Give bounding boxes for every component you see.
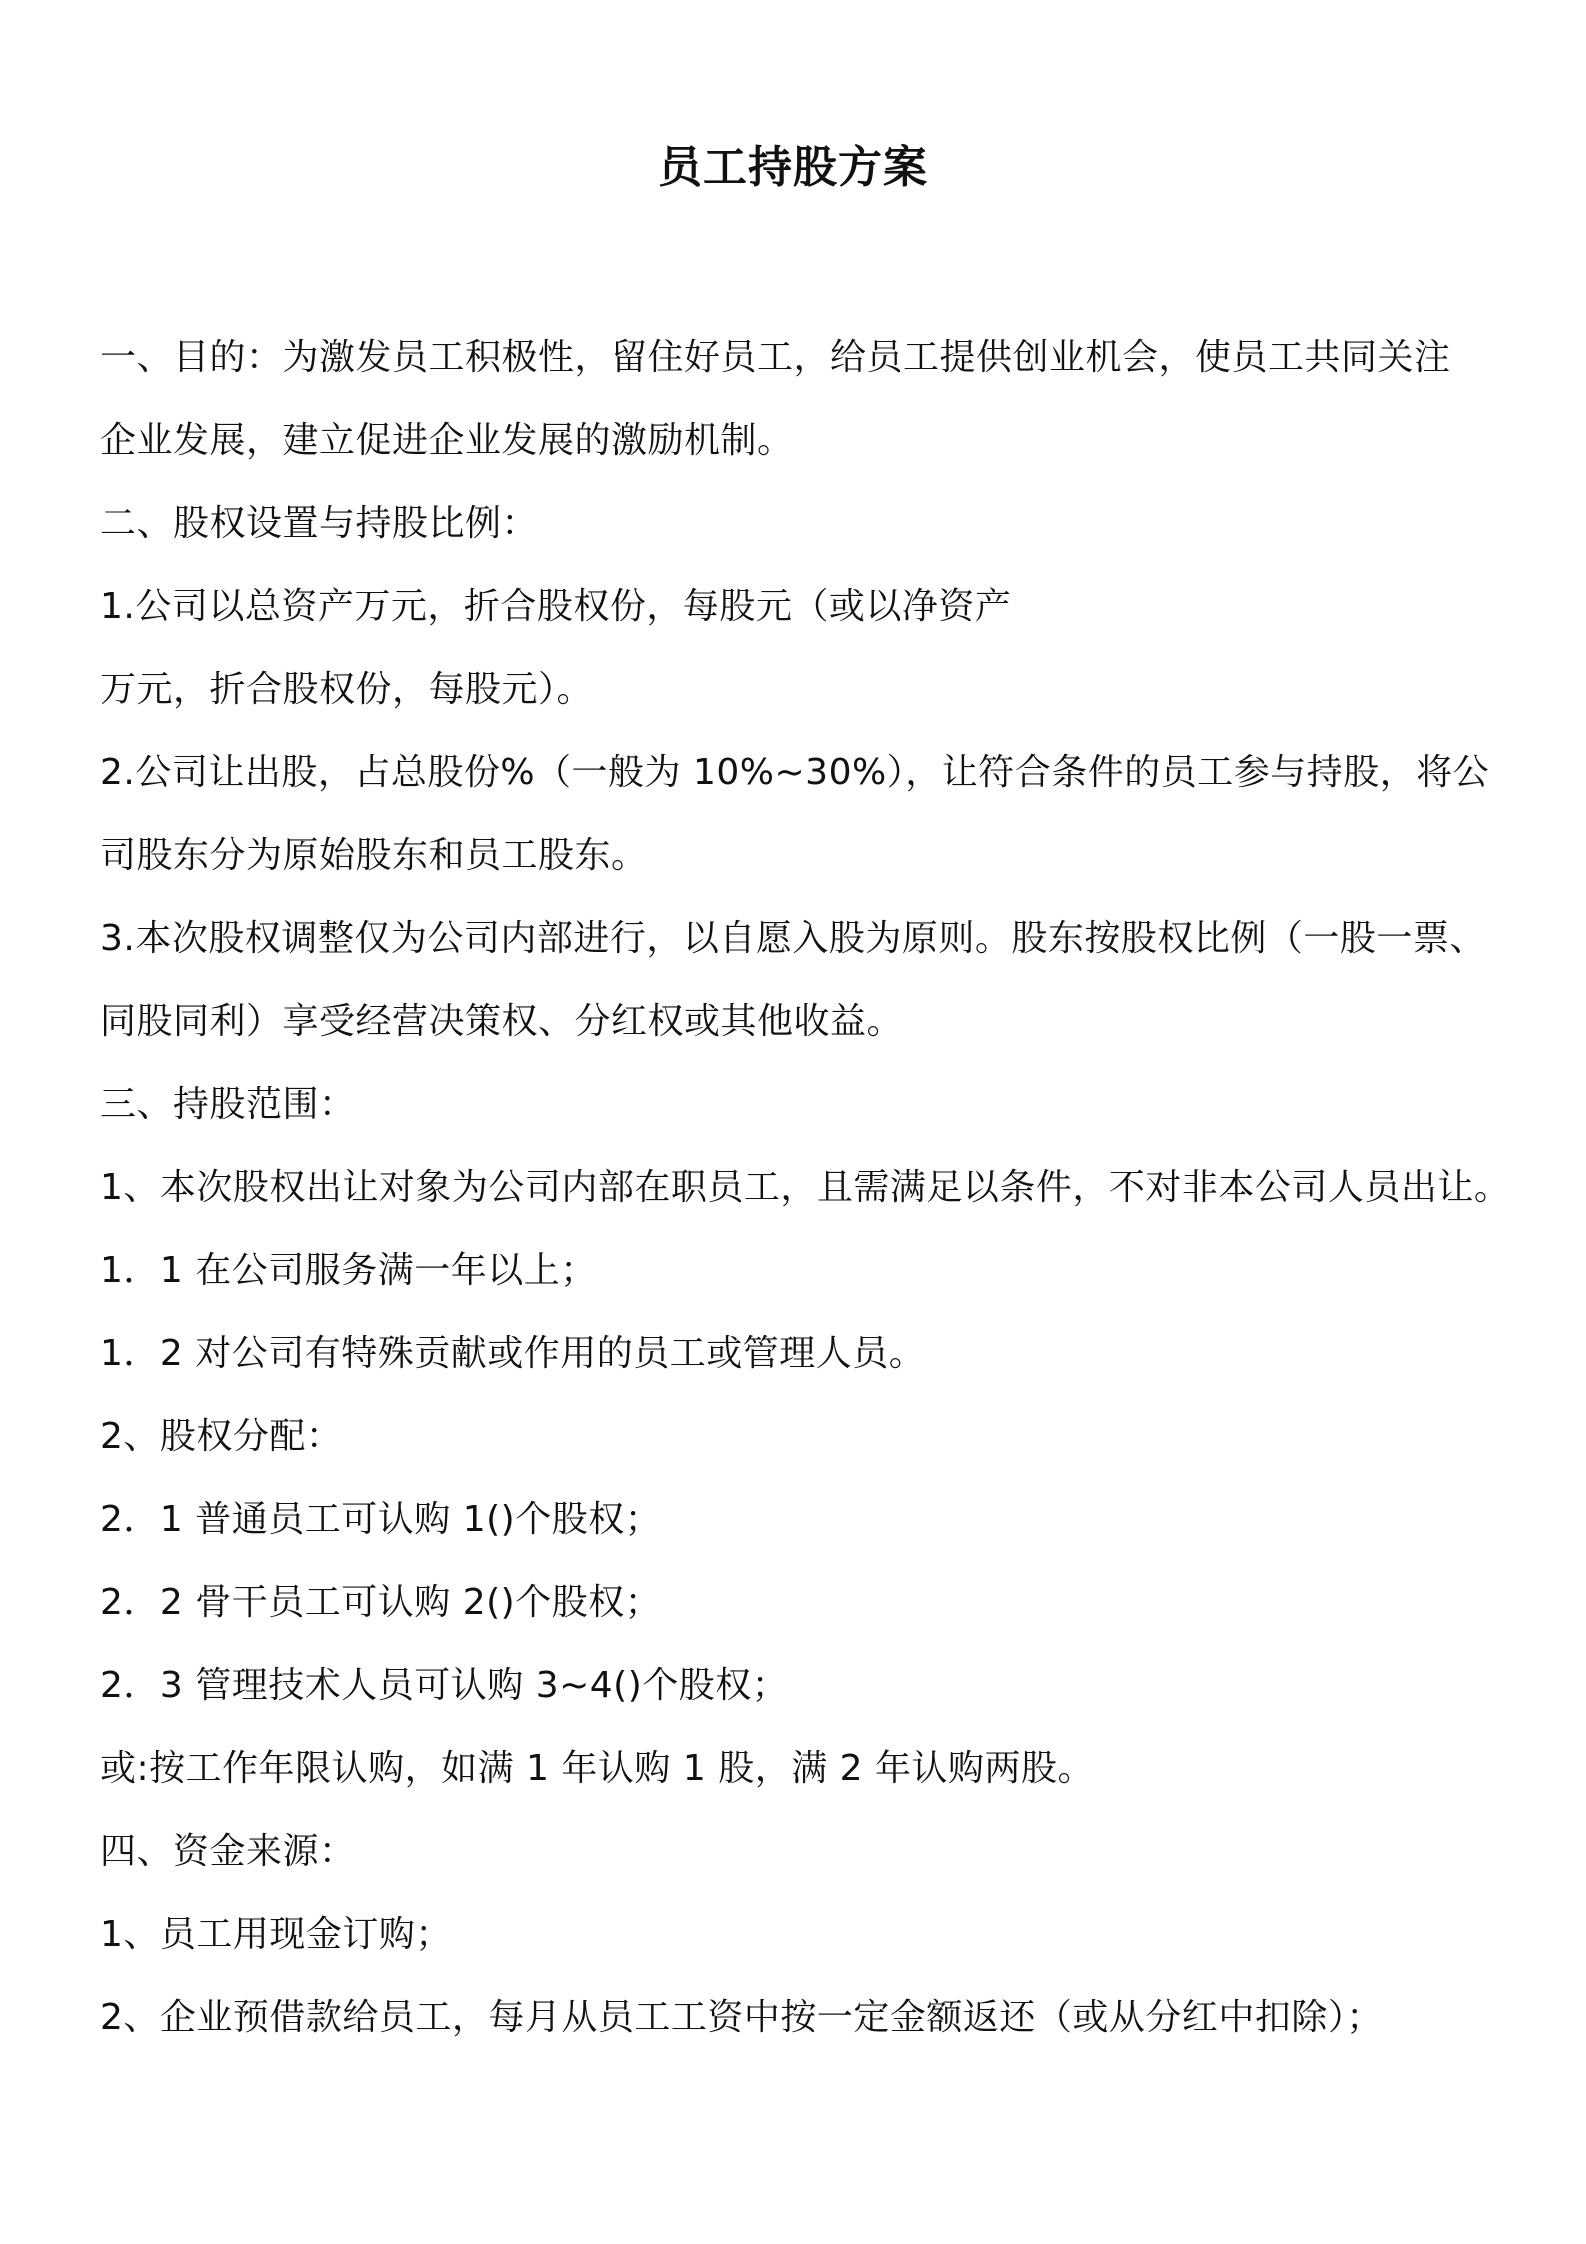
clause-4-1: 1、员工用现金订购； bbox=[100, 1914, 452, 1955]
clause-3-1-1: 1．1 在公司服务满一年以上； bbox=[100, 1250, 597, 1291]
section-2-heading: 二、股权设置与持股比例： bbox=[100, 503, 539, 544]
clause-2-1-line-1: 1.公司以总资产万元，折合股权份，每股元（或以净资产 bbox=[100, 586, 1012, 627]
section-3-heading: 三、持股范围： bbox=[100, 1084, 356, 1125]
clause-3-1: 1、本次股权出让对象为公司内部在职员工，且需满足以条件，不对非本公司人员出让。 bbox=[100, 1167, 1511, 1208]
clause-2-2-line-1: 2.公司让出股，占总股份%（一般为 10%~30%），让符合条件的员工参与持股，将公 bbox=[100, 752, 1490, 793]
clause-3-2-alternative: 或:按工作年限认购，如满 1 年认购 1 股，满 2 年认购两股。 bbox=[100, 1748, 1095, 1789]
clause-3-1-2: 1．2 对公司有特殊贡献或作用的员工或管理人员。 bbox=[100, 1333, 926, 1374]
document-body bbox=[100, 328, 1511, 2071]
clause-3-2: 2、股权分配： bbox=[100, 1416, 343, 1457]
clause-3-2-2: 2．2 骨干员工可认购 2()个股权； bbox=[100, 1582, 662, 1623]
clause-2-2-line-2: 司股东分为原始股东和员工股东。 bbox=[100, 835, 648, 876]
clause-4-2: 2、企业预借款给员工，每月从员工工资中按一定金额返还（或从分红中扣除）； bbox=[100, 1997, 1383, 2038]
clause-3-2-1: 2．1 普通员工可认购 1()个股权； bbox=[100, 1499, 662, 1540]
clause-2-3-line-2: 同股同利）享受经营决策权、分红权或其他收益。 bbox=[100, 1001, 904, 1042]
clause-2-1-line-2: 万元，折合股权份，每股元）。 bbox=[100, 669, 594, 710]
purpose-line-1: 一、目的：为激发员工积极性，留住好员工，给员工提供创业机会，使员工共同关注 bbox=[100, 337, 1451, 378]
clause-2-3-line-1: 3.本次股权调整仅为公司内部进行，以自愿入股为原则。股东按股权比例（一股一票、 bbox=[100, 918, 1486, 959]
purpose-line-2: 企业发展，建立促进企业发展的激励机制。 bbox=[100, 420, 794, 461]
section-4-heading: 四、资金来源： bbox=[100, 1831, 356, 1872]
clause-3-2-3: 2．3 管理技术人员可认购 3~4()个股权； bbox=[100, 1665, 789, 1706]
document-title: 员工持股方案 bbox=[658, 142, 928, 193]
